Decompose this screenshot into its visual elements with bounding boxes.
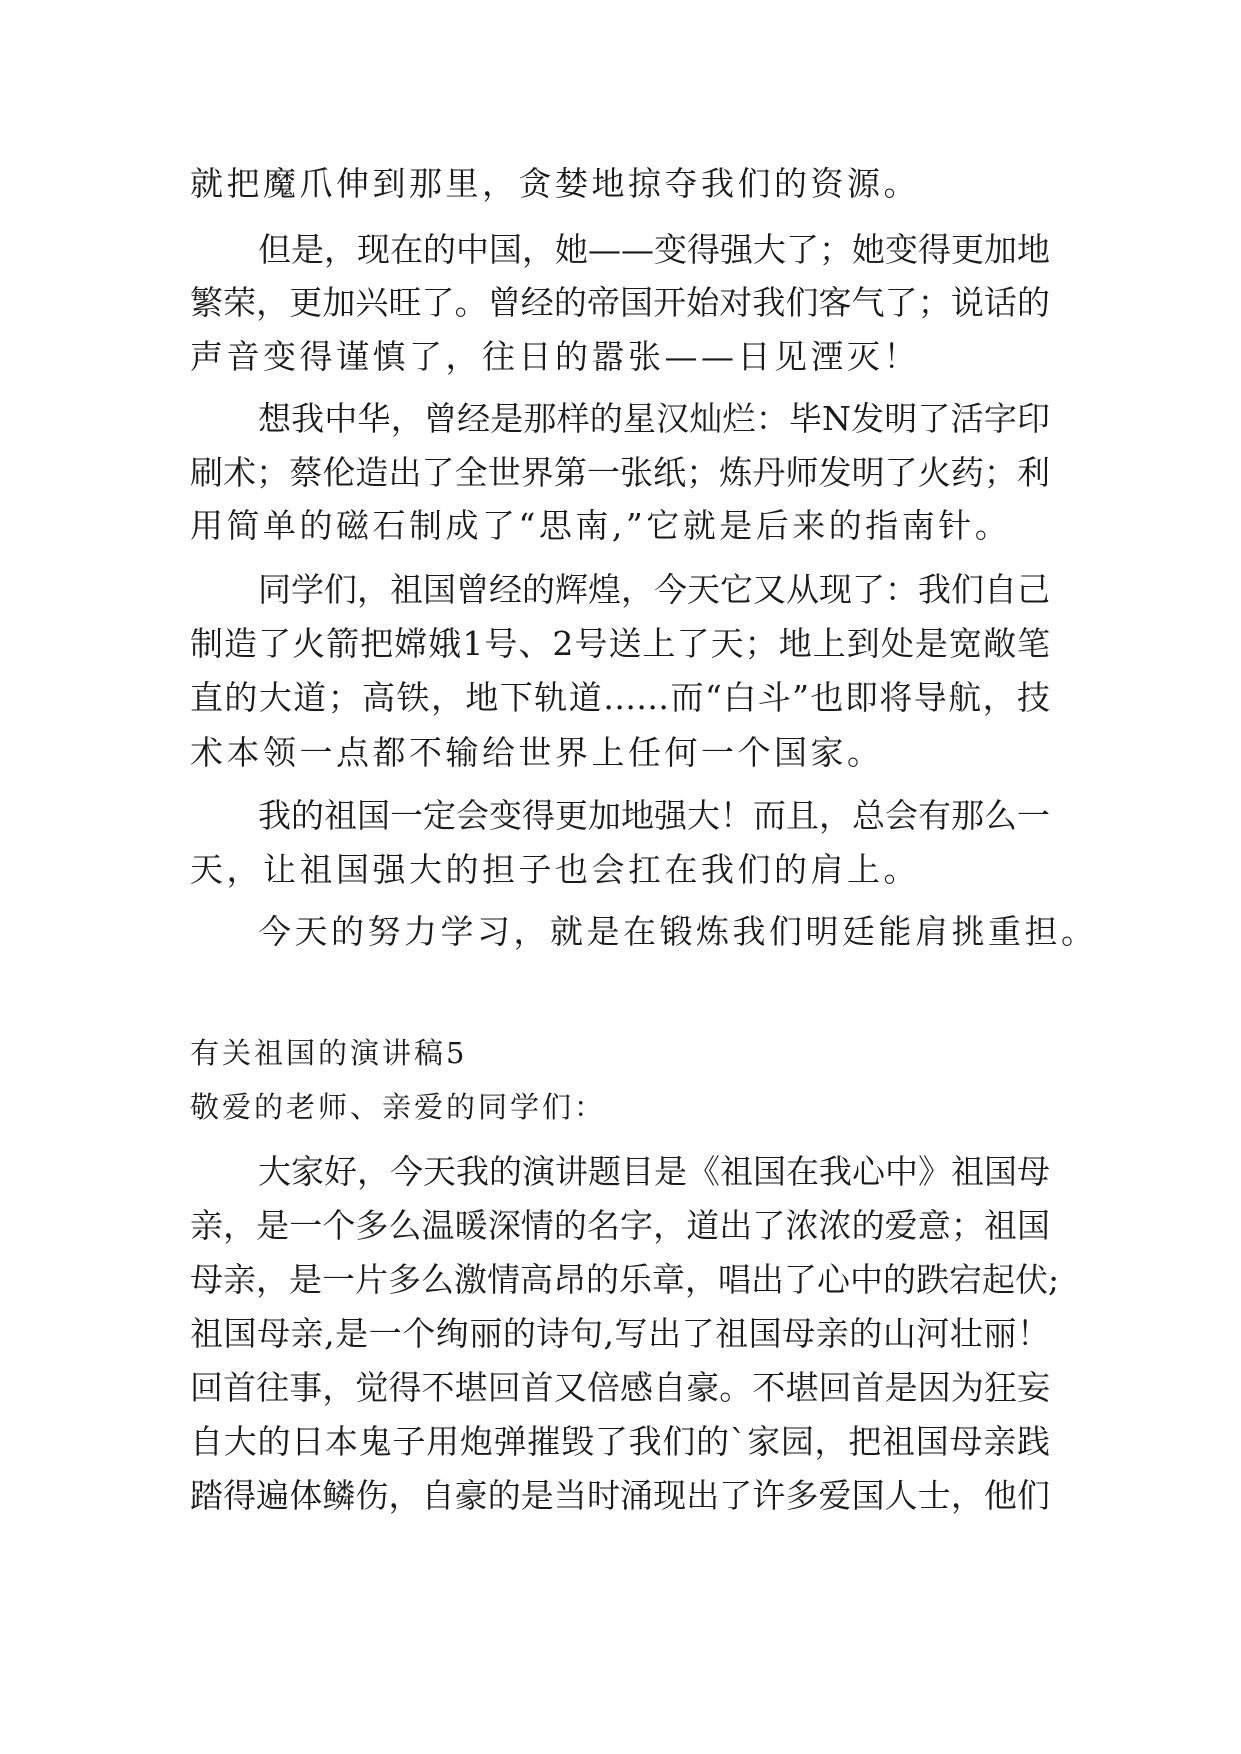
paragraph-line: 术本领一点都不输给世界上任何一个国家。 xyxy=(190,733,884,772)
paragraph-line: 回首往事，觉得不堪回首又倍感自豪。不堪回首是因为狂妄 xyxy=(190,1368,1050,1407)
paragraph-line: 同学们，祖国曾经的辉煌，今天它又从现了：我们自己 xyxy=(258,570,1050,609)
paragraph-line: 自大的日本鬼子用炮弹摧毁了我们的`家园，把祖国母亲践 xyxy=(190,1422,1050,1461)
paragraph-line: 母亲，是一片多么激情高昂的乐章，唱出了心中的跌宕起伏; xyxy=(190,1260,1060,1299)
section-title: 有关祖国的演讲稿5 xyxy=(190,1036,468,1070)
paragraph-line: 声音变得谨慎了，往日的嚣张——日见湮灭！ xyxy=(190,337,920,376)
paragraph-line: 想我中华，曾经是那样的星汉灿烂：毕N发明了活字印 xyxy=(258,399,1050,438)
paragraph-line: 亲，是一个多么温暖深情的名字，道出了浓浓的爱意；祖国 xyxy=(190,1206,1050,1245)
paragraph-line: 刷术；蔡伦造出了全世界第一张纸；炼丹师发明了火药；利 xyxy=(190,453,1050,492)
paragraph-line: 祖国母亲,是一个绚丽的诗句,写出了祖国母亲的山河壮丽！ xyxy=(190,1314,1050,1353)
paragraph-line: 繁荣，更加兴旺了。曾经的帝国开始对我们客气了；说话的 xyxy=(190,283,1050,322)
paragraph-line: 直的大道；高铁，地下轨道……而“白斗”也即将导航，技 xyxy=(190,678,1050,717)
paragraph-line: 踏得遍体鳞伤，自豪的是当时涌现出了许多爱国人士，他们 xyxy=(190,1476,1050,1515)
paragraph-line: 制造了火箭把嫦娥1号、2号送上了天；地上到处是宽敞笔 xyxy=(190,624,1050,663)
paragraph-line: 我的祖国一定会变得更加地强大！而且，总会有那么一 xyxy=(258,796,1050,835)
paragraph-line: 大家好，今天我的演讲题目是《祖国在我心中》祖国母 xyxy=(258,1152,1050,1191)
paragraph-line: 但是，现在的中国，她——变得强大了；她变得更加地 xyxy=(258,230,1050,269)
paragraph-line: 今天的努力学习，就是在锻炼我们明廷能肩挑重担。 xyxy=(258,912,1098,951)
paragraph-line: 用简单的磁石制成了“思南,”它就是后来的指南针。 xyxy=(190,506,1012,545)
paragraph-line: 天，让祖国强大的担子也会扛在我们的肩上。 xyxy=(190,850,920,889)
salutation: 敬爱的老师、亲爱的同学们： xyxy=(190,1090,607,1124)
paragraph-line: 就把魔爪伸到那里，贪婪地掠夺我们的资源。 xyxy=(190,164,920,203)
